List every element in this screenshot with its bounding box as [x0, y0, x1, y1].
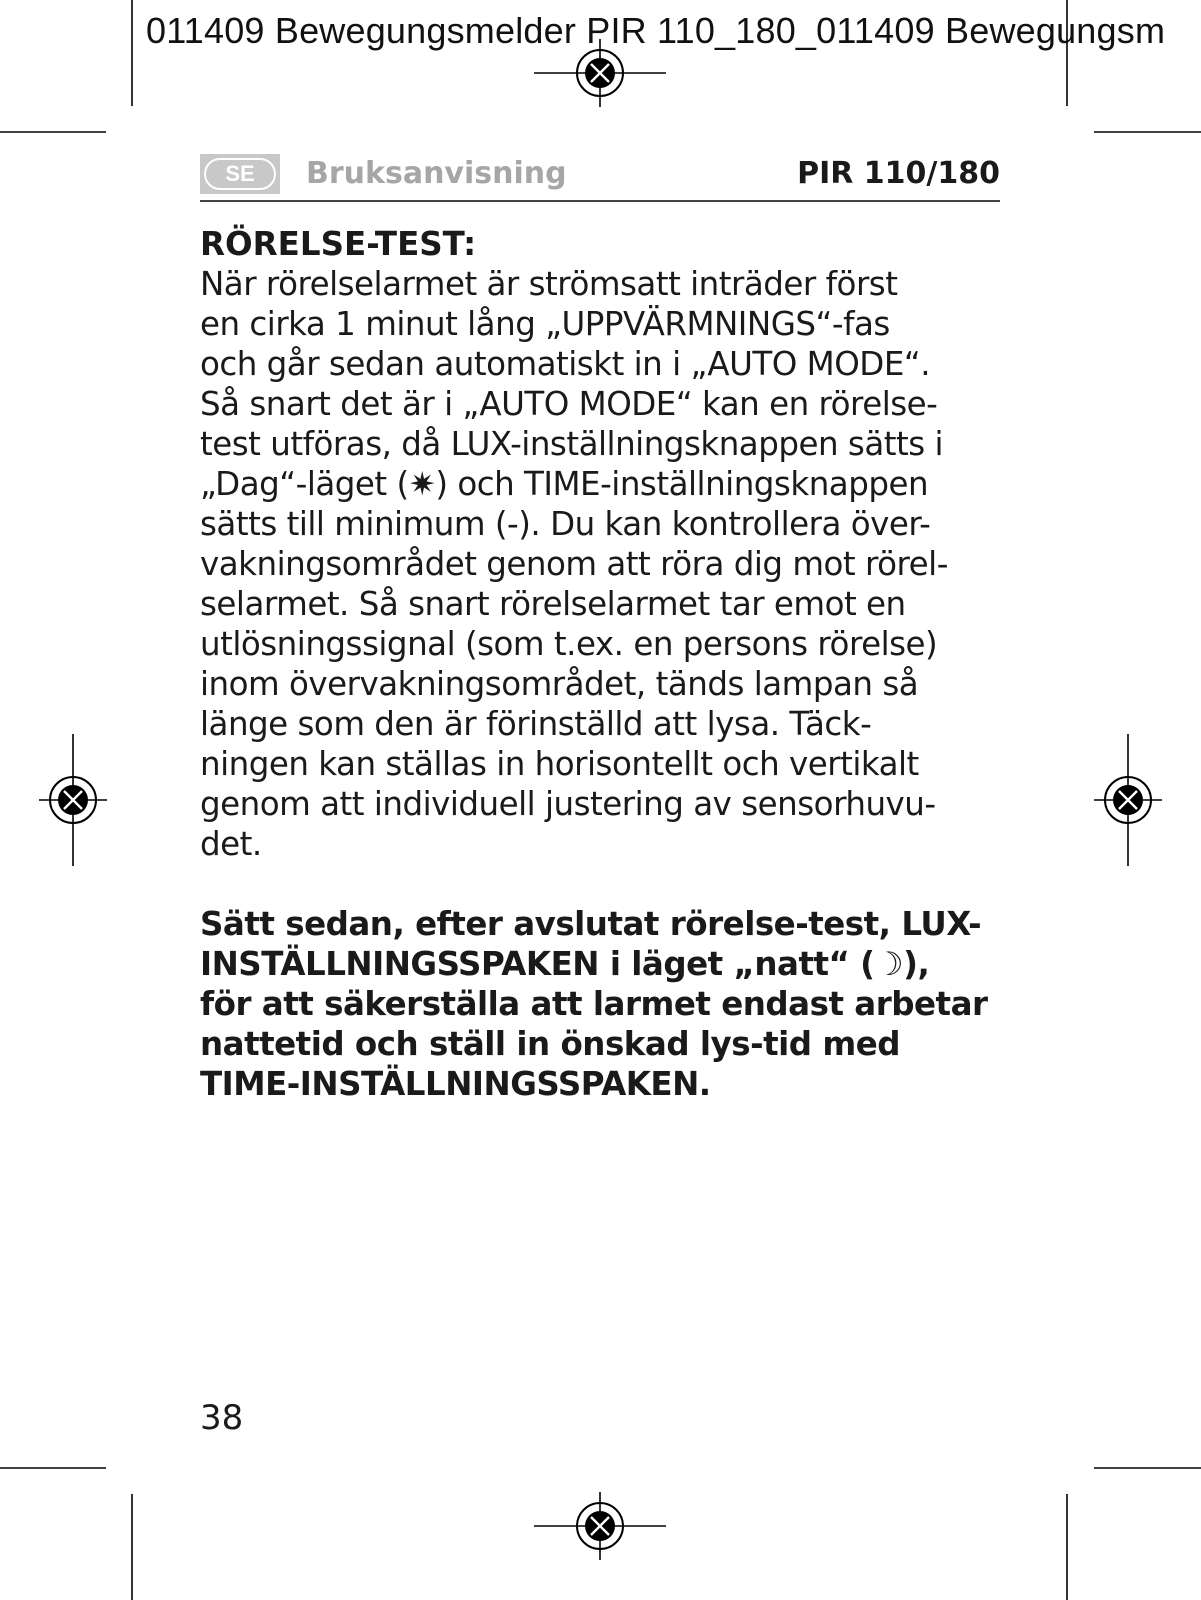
body-line: vakningsområdet genom att röra dig mot rörel- — [200, 545, 948, 583]
body-line: länge som den är förinställd att lysa. Täck- — [200, 705, 872, 743]
print-slug-text: 011409 Bewegungsmelder PIR 110_180_011409 Bewegungsm — [146, 10, 1166, 51]
registration-target-top — [534, 39, 666, 107]
bold-line: för att säkerställa att larmet endast arbetar — [200, 985, 988, 1023]
document-type-label: Bruksanvisning — [306, 156, 567, 191]
registration-target-bottom — [534, 1492, 666, 1560]
body-line: genom att individuell justering av sensorhuvu- — [200, 785, 936, 823]
body-line: inom övervakningsområdet, tänds lampan så — [200, 665, 919, 703]
bold-line: nattetid och ställ in önskad lys-tid med — [200, 1025, 900, 1063]
body-line: det. — [200, 825, 262, 863]
body-paragraph — [200, 264, 1000, 864]
main-content — [200, 224, 1000, 1104]
registration-target-right — [1094, 734, 1162, 866]
body-line: sätts till minimum (-). Du kan kontrollera över- — [200, 505, 931, 543]
body-line: Så snart det är i „AUTO MODE“ kan en rörelse- — [200, 385, 938, 423]
body-line: selarmet. Så snart rörelselarmet tar emot en — [200, 585, 906, 623]
body-line: utlösningssignal (som t.ex. en persons rörelse) — [200, 625, 938, 663]
body-line: När rörelselarmet är strömsatt inträder först — [200, 265, 898, 303]
language-badge-label: SE — [204, 158, 276, 190]
body-line: och går sedan automatiskt in i „AUTO MODE“. — [200, 345, 931, 383]
page-number: 38 — [200, 1398, 244, 1438]
language-badge — [200, 154, 280, 194]
bold-line: INSTÄLLNINGSSPAKEN i läget „natt“ (☽), — [200, 945, 930, 983]
section-title: RÖRELSE-TEST: — [200, 225, 477, 263]
bold-line: Sätt sedan, efter avslutat rörelse-test, LUX- — [200, 905, 982, 943]
model-label: PIR 110/180 — [797, 156, 1000, 191]
registration-target-left — [39, 734, 107, 866]
body-line: „Dag“-läget (✷) och TIME-inställningsknappen — [200, 465, 929, 503]
bold-line: TIME-INSTÄLLNINGSSPAKEN. — [200, 1065, 711, 1103]
page-header — [200, 150, 1000, 202]
body-line: test utföras, då LUX-inställningsknappen sätts i — [200, 425, 944, 463]
body-line: ningen kan ställas in horisontellt och vertikalt — [200, 745, 919, 783]
bold-instruction-paragraph — [200, 904, 1000, 1104]
body-line: en cirka 1 minut lång „UPPVÄRMNINGS“-fas — [200, 305, 890, 343]
